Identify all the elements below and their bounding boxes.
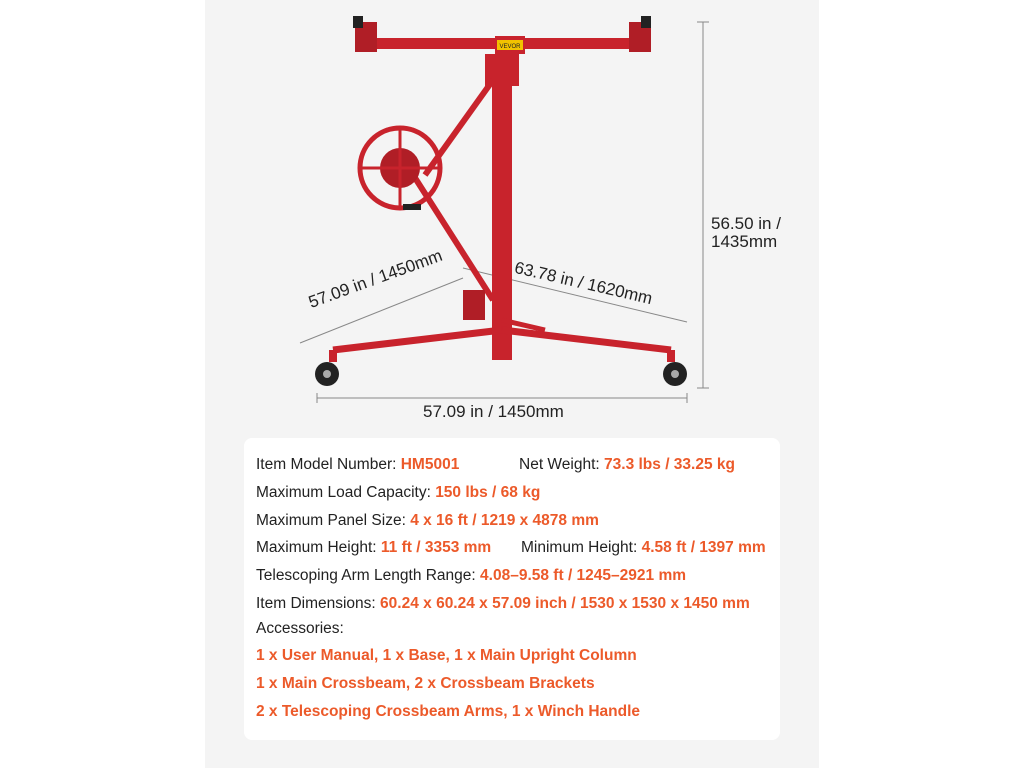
dims-value: 60.24 x 60.24 x 57.09 inch / 1530 x 1530 x 1450 mm (380, 595, 750, 612)
accessory-line: 2 x Telescoping Crossbeam Arms, 1 x Winch Handle (256, 703, 641, 720)
weight-value: 73.3 lbs / 33.25 kg (604, 456, 735, 473)
spec-row-panel (256, 512, 599, 530)
right-leg-dimension-label: 63.78 in / 1620mm (512, 258, 655, 309)
specifications-card (244, 438, 780, 740)
height-dimension-label-mm: 1435mm (711, 232, 778, 251)
spec-row-weight (519, 456, 735, 474)
product-panel (205, 0, 819, 768)
panel-value: 4 x 16 ft / 1219 x 4878 mm (410, 512, 599, 529)
spec-row-model (256, 456, 459, 474)
accessories-label: Accessories: (256, 620, 344, 637)
spec-row-max-height (256, 539, 491, 557)
brand-plate-text: VEVOR (499, 44, 521, 50)
base-dimension-label: 57.09 in / 1450mm (423, 402, 564, 421)
accessory-line: 1 x Main Crossbeam, 2 x Crossbeam Brackets (256, 675, 595, 692)
dims-label: Item Dimensions: (256, 595, 376, 612)
arm-value: 4.08–9.58 ft / 1245–2921 mm (480, 567, 687, 584)
spec-row-arm (256, 567, 686, 585)
load-value: 150 lbs / 68 kg (435, 484, 541, 501)
base-leg-left (333, 330, 502, 350)
spec-row-min-height (521, 539, 766, 557)
min-height-label: Minimum Height: (521, 539, 638, 556)
left-leg-dimension-label: 57.09 in / 1450mm (306, 245, 445, 312)
model-label: Item Model Number: (256, 456, 397, 473)
spec-row-load (256, 484, 540, 502)
max-height-value: 11 ft / 3353 mm (380, 539, 492, 556)
panel-label: Maximum Panel Size: (256, 512, 406, 529)
accessory-line: 1 x User Manual, 1 x Base, 1 x Main Upright Column (256, 647, 637, 664)
product-diagram (205, 0, 819, 440)
min-height-value: 4.58 ft / 1397 mm (641, 539, 766, 556)
max-height-label: Maximum Height: (256, 539, 377, 556)
base-leg-right (502, 330, 671, 350)
winch-handle (403, 204, 421, 210)
lift-frame (333, 16, 671, 360)
weight-label: Net Weight: (519, 456, 600, 473)
model-value: HM5001 (400, 456, 460, 473)
arm-label: Telescoping Arm Length Range: (256, 567, 476, 584)
support-arm (425, 80, 493, 175)
load-label: Maximum Load Capacity: (256, 484, 431, 501)
upright-column (492, 80, 512, 360)
height-dimension-label: 56.50 in / (711, 214, 781, 233)
spec-row-dimensions (256, 595, 750, 613)
